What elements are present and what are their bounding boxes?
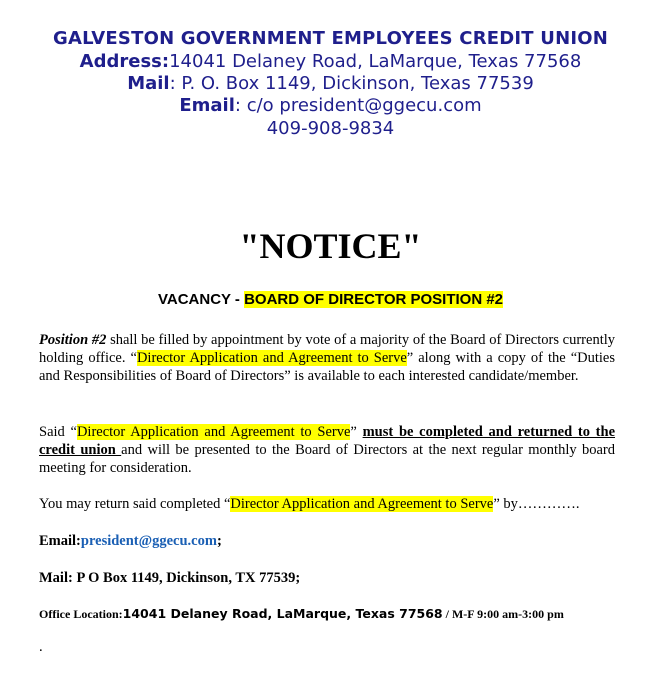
paragraph-return (39, 495, 615, 513)
email-label: Email (179, 95, 235, 116)
paragraph1-text2: ” along with a copy of the “Duties and Responsibilities of Board of Directors” is available to each interested candidate/member. (39, 350, 615, 384)
notice-title: "NOTICE" (239, 226, 422, 266)
vacancy-heading (0, 291, 661, 308)
contact-email-label: Email: (39, 533, 81, 549)
office-hours: / M-F 9:00 am-3:00 pm (442, 607, 564, 621)
mail-label: Mail (127, 73, 170, 94)
office-label: Office Location: (39, 607, 123, 621)
paragraph2-underlined: must be completed and returned to the credit union (39, 424, 616, 458)
email-value: : c/o president@ggecu.com (234, 95, 482, 116)
contact-mail: Mail: P O Box 1149, Dickinson, TX 77539; (39, 570, 301, 586)
position-lead: Position #2 (39, 332, 107, 348)
paragraph2-text1: Said “ (39, 424, 77, 440)
address-value: 14041 Delaney Road, LaMarque, Texas 77568 (169, 51, 582, 72)
paragraph3-text2: ” by…………. (493, 496, 580, 512)
paragraph-said (39, 423, 615, 477)
contact-email (39, 532, 615, 550)
paragraph3-text1: You may return said completed “ (39, 496, 231, 512)
vacancy-prefix: VACANCY - (157, 291, 245, 308)
paragraph2-text3: and will be presented to the Board of Directors at the next regular monthly board meeting for consideration. (39, 442, 615, 476)
mail-value: : P. O. Box 1149, Dickinson, Texas 77539 (169, 73, 534, 94)
paragraph-position (39, 331, 615, 385)
address-label: Address: (79, 51, 170, 72)
header-mail (0, 73, 661, 94)
paragraph1-text1: shall be filled by appointment by vote of a majority of the Board of Directors currently holding office. “ (39, 332, 615, 366)
trailing-mark: . (39, 639, 43, 655)
paragraph2-highlight: Director Application and Agreement to Serve (76, 424, 351, 440)
paragraph3-highlight: Director Application and Agreement to Serve (230, 496, 494, 512)
office-address: 14041 Delaney Road, LaMarque, Texas 77568 (122, 606, 443, 621)
header-email (0, 95, 661, 116)
paragraph1-highlight: Director Application and Agreement to Serve (136, 350, 407, 366)
contact-email-link[interactable]: president@ggecu.com (80, 533, 217, 549)
vacancy-position: BOARD OF DIRECTOR POSITION #2 (244, 291, 504, 308)
contact-email-suffix: ; (216, 533, 222, 549)
contact-office (39, 605, 615, 623)
header-address (0, 51, 661, 72)
header-phone: 409-908-9834 (266, 118, 395, 139)
org-name: GALVESTON GOVERNMENT EMPLOYEES CREDIT UNION (53, 28, 608, 49)
paragraph2-text2: ” (350, 424, 363, 440)
